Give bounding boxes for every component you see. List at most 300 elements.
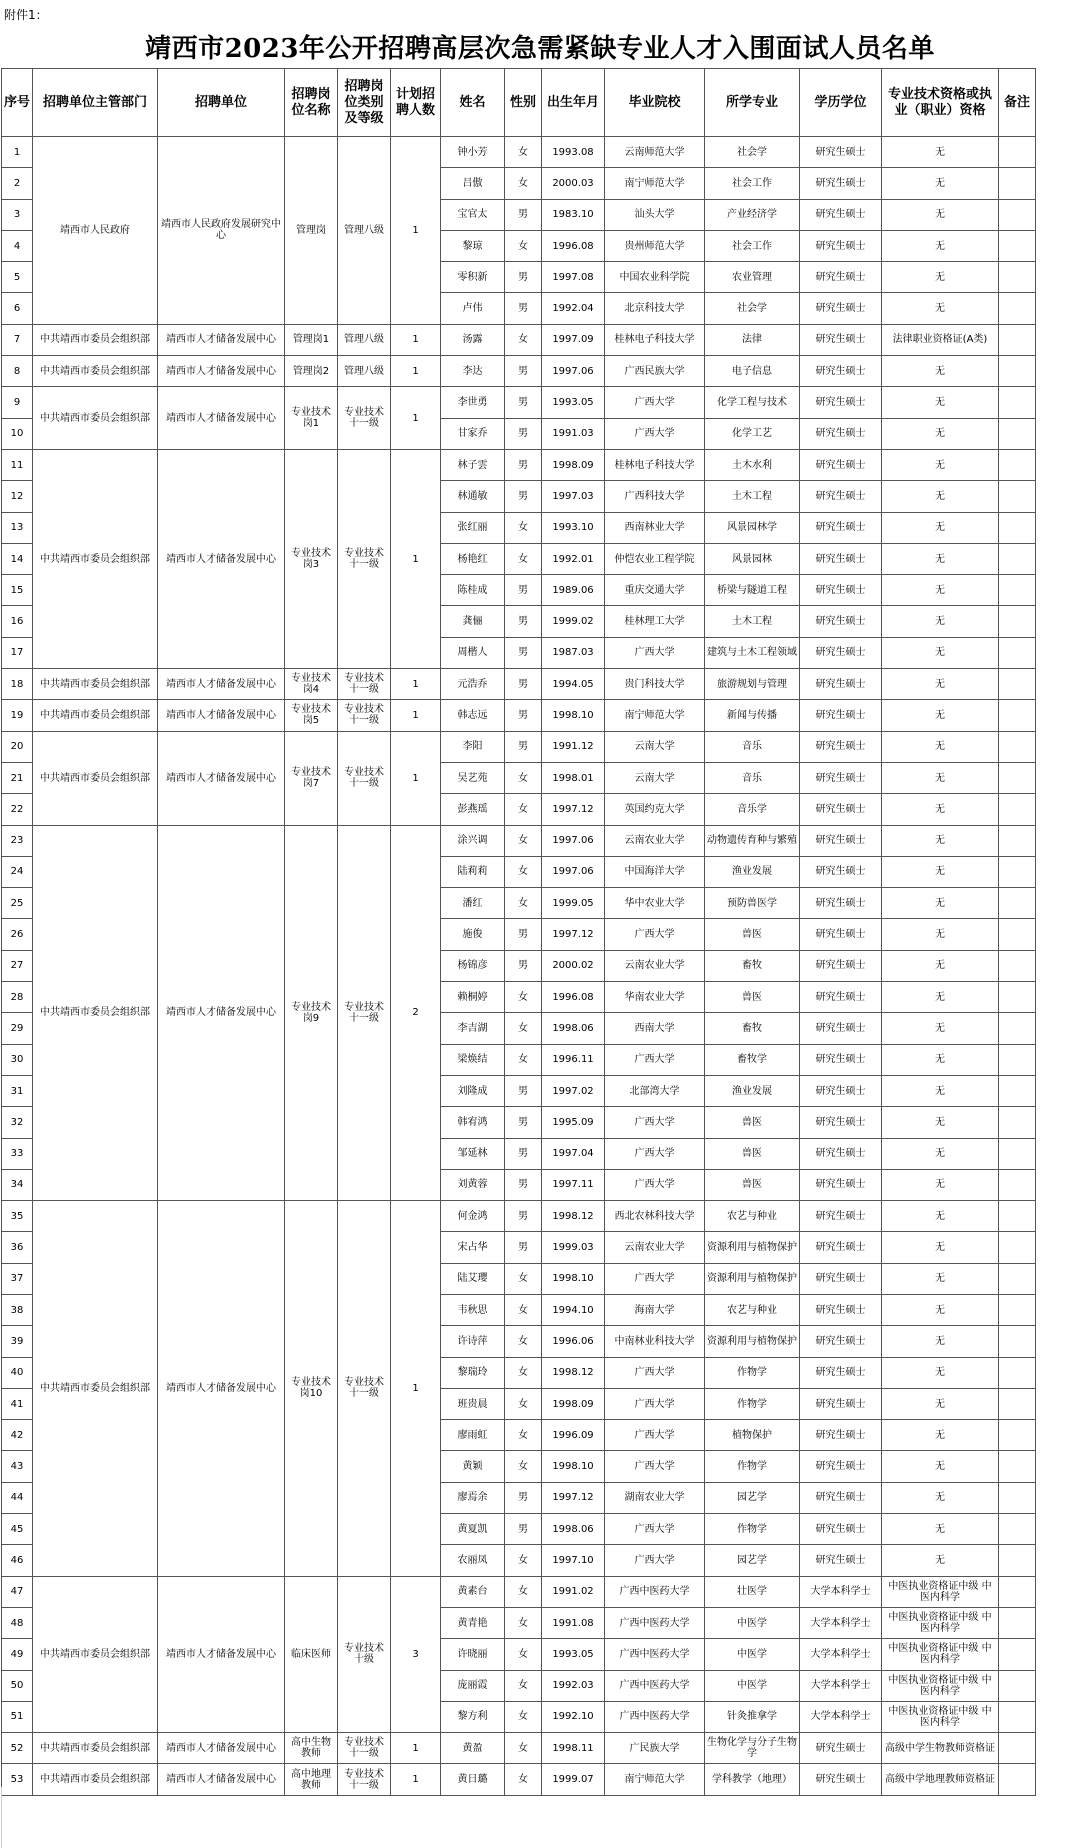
cell-note (999, 1263, 1036, 1294)
cell-qual: 无 (882, 637, 999, 668)
cell-edu: 研究生硕士 (800, 1169, 882, 1200)
cell-school: 广西大学 (605, 1138, 705, 1169)
cell-edu: 研究生硕士 (800, 387, 882, 418)
header-post: 招聘岗位名称 (285, 69, 338, 137)
cell-major: 植物保护 (705, 1420, 800, 1451)
cell-unit: 靖西市人才储备发展中心 (158, 1733, 285, 1764)
cell-level: 专业技术十一级 (338, 1733, 391, 1764)
cell-unit: 靖西市人才储备发展中心 (158, 449, 285, 668)
cell-qual: 中医执业资格证中级 中医内科学 (882, 1607, 999, 1638)
cell-major: 土木工程 (705, 606, 800, 637)
cell-major: 壮医学 (705, 1576, 800, 1607)
cell-note (999, 199, 1036, 230)
cell-name: 卢伟 (441, 293, 505, 324)
cell-note (999, 762, 1036, 793)
cell-qual: 无 (882, 982, 999, 1013)
cell-no: 36 (2, 1232, 33, 1263)
cell-name: 农丽凤 (441, 1545, 505, 1576)
cell-edu: 研究生硕士 (800, 1044, 882, 1075)
cell-note (999, 1576, 1036, 1607)
cell-name: 赖桐婷 (441, 982, 505, 1013)
cell-post: 专业技术岗5 (285, 700, 338, 731)
cell-edu: 研究生硕士 (800, 575, 882, 606)
cell-name: 廖焉余 (441, 1482, 505, 1513)
cell-birth: 1998.10 (542, 1451, 605, 1482)
cell-sex: 女 (505, 794, 542, 825)
cell-qual: 无 (882, 512, 999, 543)
cell-major: 建筑与土木工程领域 (705, 637, 800, 668)
cell-note (999, 418, 1036, 449)
cell-major: 作物学 (705, 1451, 800, 1482)
cell-school: 云南师范大学 (605, 137, 705, 168)
cell-sex: 男 (505, 449, 542, 480)
cell-major: 预防兽医学 (705, 888, 800, 919)
cell-birth: 1999.02 (542, 606, 605, 637)
cell-qual: 无 (882, 1075, 999, 1106)
cell-name: 黄日璐 (441, 1764, 505, 1795)
cell-major: 社会工作 (705, 230, 800, 261)
cell-birth: 1997.11 (542, 1169, 605, 1200)
cell-school: 贵门科技大学 (605, 669, 705, 700)
cell-edu: 研究生硕士 (800, 825, 882, 856)
cell-edu: 研究生硕士 (800, 1107, 882, 1138)
cell-note (999, 1357, 1036, 1388)
cell-major: 资源利用与植物保护 (705, 1232, 800, 1263)
cell-name: 许晓丽 (441, 1639, 505, 1670)
cell-birth: 1999.03 (542, 1232, 605, 1263)
cell-major: 兽医 (705, 1138, 800, 1169)
cell-note (999, 449, 1036, 480)
cell-dept: 中共靖西市委员会组织部 (33, 669, 158, 700)
cell-edu: 研究生硕士 (800, 1733, 882, 1764)
cell-edu: 研究生硕士 (800, 356, 882, 387)
cell-edu: 研究生硕士 (800, 606, 882, 637)
cell-dept: 中共靖西市委员会组织部 (33, 1576, 158, 1732)
attachment-label: 附件1： (4, 8, 48, 22)
cell-note (999, 137, 1036, 168)
cell-name: 元浩乔 (441, 669, 505, 700)
cell-edu: 研究生硕士 (800, 324, 882, 355)
cell-name: 李达 (441, 356, 505, 387)
cell-birth: 1992.01 (542, 543, 605, 574)
cell-edu: 研究生硕士 (800, 1201, 882, 1232)
cell-edu: 研究生硕士 (800, 794, 882, 825)
cell-birth: 1994.05 (542, 669, 605, 700)
header-major: 所学专业 (705, 69, 800, 137)
cell-school: 桂林电子科技大学 (605, 449, 705, 480)
cell-name: 班贵晨 (441, 1388, 505, 1419)
table-row (2, 700, 1036, 731)
cell-birth: 1995.09 (542, 1107, 605, 1138)
cell-post: 临床医师 (285, 1576, 338, 1732)
table-body (2, 137, 1036, 1796)
cell-qual: 无 (882, 1169, 999, 1200)
cell-edu: 研究生硕士 (800, 481, 882, 512)
cell-level: 专业技术十一级 (338, 1764, 391, 1795)
cell-name: 梁焕结 (441, 1044, 505, 1075)
cell-no: 5 (2, 262, 33, 293)
cell-birth: 1998.09 (542, 449, 605, 480)
cell-school: 广西大学 (605, 1545, 705, 1576)
cell-school: 贵州师范大学 (605, 230, 705, 261)
cell-birth: 1991.03 (542, 418, 605, 449)
cell-edu: 研究生硕士 (800, 637, 882, 668)
cell-major: 社会学 (705, 293, 800, 324)
cell-birth: 1997.12 (542, 919, 605, 950)
cell-school: 华中农业大学 (605, 888, 705, 919)
cell-name: 杨艳红 (441, 543, 505, 574)
cell-major: 风景园林学 (705, 512, 800, 543)
cell-no: 51 (2, 1701, 33, 1732)
cell-birth: 2000.03 (542, 168, 605, 199)
cell-unit: 靖西市人才储备发展中心 (158, 700, 285, 731)
cell-qual: 无 (882, 669, 999, 700)
cell-qual: 无 (882, 1388, 999, 1419)
cell-unit: 靖西市人才储备发展中心 (158, 356, 285, 387)
cell-unit: 靖西市人才储备发展中心 (158, 1764, 285, 1795)
cell-sex: 男 (505, 387, 542, 418)
cell-qual: 无 (882, 606, 999, 637)
cell-school: 广西民族大学 (605, 356, 705, 387)
cell-post: 专业技术岗4 (285, 669, 338, 700)
cell-major: 旅游规划与管理 (705, 669, 800, 700)
cell-name: 甘家乔 (441, 418, 505, 449)
cell-sex: 男 (505, 356, 542, 387)
cell-sex: 男 (505, 700, 542, 731)
cell-dept: 中共靖西市委员会组织部 (33, 700, 158, 731)
cell-school: 西南林业大学 (605, 512, 705, 543)
cell-post: 专业技术岗10 (285, 1201, 338, 1577)
cell-sex: 女 (505, 1701, 542, 1732)
cell-sex: 女 (505, 1044, 542, 1075)
cell-school: 广西大学 (605, 919, 705, 950)
cell-no: 8 (2, 356, 33, 387)
cell-school: 云南大学 (605, 731, 705, 762)
cell-edu: 研究生硕士 (800, 1075, 882, 1106)
cell-sex: 女 (505, 1420, 542, 1451)
cell-major: 化学工程与技术 (705, 387, 800, 418)
cell-plan: 1 (391, 324, 441, 355)
cell-no: 22 (2, 794, 33, 825)
cell-post: 专业技术岗9 (285, 825, 338, 1201)
cell-note (999, 1326, 1036, 1357)
cell-no: 42 (2, 1420, 33, 1451)
header-school: 毕业院校 (605, 69, 705, 137)
cell-no: 33 (2, 1138, 33, 1169)
cell-no: 26 (2, 919, 33, 950)
cell-school: 北京科技大学 (605, 293, 705, 324)
header-dept: 招聘单位主管部门 (33, 69, 158, 137)
cell-name: 周楷人 (441, 637, 505, 668)
cell-sex: 女 (505, 1294, 542, 1325)
cell-name: 黄颖 (441, 1451, 505, 1482)
cell-major: 土木水利 (705, 449, 800, 480)
cell-name: 张红丽 (441, 512, 505, 543)
cell-no: 47 (2, 1576, 33, 1607)
cell-plan: 1 (391, 449, 441, 668)
cell-plan: 2 (391, 825, 441, 1201)
cell-edu: 研究生硕士 (800, 1514, 882, 1545)
cell-qual: 无 (882, 168, 999, 199)
cell-qual: 无 (882, 1201, 999, 1232)
cell-major: 兽医 (705, 982, 800, 1013)
cell-no: 32 (2, 1107, 33, 1138)
cell-note (999, 168, 1036, 199)
cell-no: 16 (2, 606, 33, 637)
cell-name: 陆莉莉 (441, 856, 505, 887)
cell-name: 黎方利 (441, 1701, 505, 1732)
cell-dept: 中共靖西市委员会组织部 (33, 387, 158, 450)
cell-level: 专业技术十一级 (338, 449, 391, 668)
cell-plan: 1 (391, 669, 441, 700)
cell-sex: 女 (505, 543, 542, 574)
cell-qual: 高级中学生物教师资格证 (882, 1733, 999, 1764)
cell-name: 刘黄蓉 (441, 1169, 505, 1200)
cell-sex: 男 (505, 481, 542, 512)
cell-note (999, 950, 1036, 981)
cell-unit: 靖西市人才储备发展中心 (158, 825, 285, 1201)
table-row (2, 137, 1036, 168)
cell-name: 邹延林 (441, 1138, 505, 1169)
cell-birth: 1997.09 (542, 324, 605, 355)
cell-name: 潘红 (441, 888, 505, 919)
cell-edu: 研究生硕士 (800, 293, 882, 324)
cell-sex: 男 (505, 637, 542, 668)
cell-edu: 研究生硕士 (800, 1138, 882, 1169)
cell-sex: 女 (505, 856, 542, 887)
cell-name: 彭燕瑶 (441, 794, 505, 825)
cell-qual: 无 (882, 387, 999, 418)
cell-qual: 无 (882, 1357, 999, 1388)
cell-note (999, 356, 1036, 387)
cell-plan: 1 (391, 1733, 441, 1764)
cell-qual: 无 (882, 1263, 999, 1294)
cell-major: 社会工作 (705, 168, 800, 199)
cell-name: 李吉湖 (441, 1013, 505, 1044)
cell-birth: 1987.03 (542, 637, 605, 668)
cell-birth: 1998.12 (542, 1357, 605, 1388)
cell-qual: 无 (882, 199, 999, 230)
cell-qual: 无 (882, 137, 999, 168)
cell-major: 农艺与种业 (705, 1294, 800, 1325)
cell-qual: 无 (882, 543, 999, 574)
cell-school: 广西大学 (605, 1451, 705, 1482)
cell-birth: 1996.11 (542, 1044, 605, 1075)
cell-birth: 1997.12 (542, 794, 605, 825)
cell-level: 专业技术十级 (338, 1576, 391, 1732)
cell-name: 黄素台 (441, 1576, 505, 1607)
header-sex: 性别 (505, 69, 542, 137)
cell-edu: 研究生硕士 (800, 418, 882, 449)
cell-birth: 1997.03 (542, 481, 605, 512)
cell-note (999, 262, 1036, 293)
cell-school: 中国农业科学院 (605, 262, 705, 293)
cell-qual: 无 (882, 356, 999, 387)
header-level: 招聘岗位类别及等级 (338, 69, 391, 137)
cell-major: 农艺与种业 (705, 1201, 800, 1232)
cell-no: 39 (2, 1326, 33, 1357)
cell-note (999, 230, 1036, 261)
cell-birth: 1991.12 (542, 731, 605, 762)
cell-name: 施俊 (441, 919, 505, 950)
cell-note (999, 1607, 1036, 1638)
cell-sex: 女 (505, 137, 542, 168)
cell-sex: 女 (505, 1576, 542, 1607)
cell-note (999, 856, 1036, 887)
cell-qual: 中医执业资格证中级 中医内科学 (882, 1701, 999, 1732)
cell-school: 广西大学 (605, 418, 705, 449)
cell-birth: 1992.03 (542, 1670, 605, 1701)
cell-major: 针灸推拿学 (705, 1701, 800, 1732)
cell-qual: 无 (882, 1294, 999, 1325)
cell-school: 广西大学 (605, 1107, 705, 1138)
header-birth: 出生年月 (542, 69, 605, 137)
cell-dept: 中共靖西市委员会组织部 (33, 1733, 158, 1764)
cell-sex: 女 (505, 1326, 542, 1357)
cell-no: 1 (2, 137, 33, 168)
cell-name: 涂兴调 (441, 825, 505, 856)
cell-school: 云南农业大学 (605, 825, 705, 856)
cell-edu: 研究生硕士 (800, 543, 882, 574)
cell-qual: 无 (882, 1013, 999, 1044)
cell-name: 陆艾璎 (441, 1263, 505, 1294)
cell-name: 何金鸿 (441, 1201, 505, 1232)
cell-no: 43 (2, 1451, 33, 1482)
cell-no: 17 (2, 637, 33, 668)
cell-level: 管理八级 (338, 324, 391, 355)
cell-name: 钟小芳 (441, 137, 505, 168)
cell-sex: 男 (505, 1107, 542, 1138)
cell-major: 学科教学（地理） (705, 1764, 800, 1795)
cell-no: 40 (2, 1357, 33, 1388)
cell-name: 陈桂成 (441, 575, 505, 606)
cell-sex: 女 (505, 1607, 542, 1638)
cell-major: 风景园林 (705, 543, 800, 574)
cell-sex: 女 (505, 1451, 542, 1482)
header-row (2, 69, 1036, 137)
cell-note (999, 543, 1036, 574)
cell-no: 23 (2, 825, 33, 856)
table-row (2, 1576, 1036, 1607)
cell-sex: 女 (505, 1733, 542, 1764)
cell-sex: 女 (505, 825, 542, 856)
cell-note (999, 387, 1036, 418)
cell-edu: 研究生硕士 (800, 1482, 882, 1513)
cell-school: 广民族大学 (605, 1733, 705, 1764)
cell-birth: 2000.02 (542, 950, 605, 981)
cell-qual: 无 (882, 762, 999, 793)
cell-qual: 中医执业资格证中级 中医内科学 (882, 1639, 999, 1670)
cell-edu: 研究生硕士 (800, 512, 882, 543)
cell-major: 化学工艺 (705, 418, 800, 449)
cell-major: 音乐学 (705, 794, 800, 825)
cell-edu: 研究生硕士 (800, 762, 882, 793)
cell-major: 渔业发展 (705, 856, 800, 887)
cell-school: 南宁师范大学 (605, 700, 705, 731)
cell-major: 土木工程 (705, 481, 800, 512)
cell-major: 新闻与传播 (705, 700, 800, 731)
cell-qual: 无 (882, 293, 999, 324)
cell-level: 专业技术十一级 (338, 387, 391, 450)
cell-note (999, 1514, 1036, 1545)
cell-note (999, 1670, 1036, 1701)
cell-birth: 1996.08 (542, 230, 605, 261)
cell-major: 桥梁与隧道工程 (705, 575, 800, 606)
cell-edu: 研究生硕士 (800, 1357, 882, 1388)
cell-sex: 女 (505, 1013, 542, 1044)
cell-note (999, 606, 1036, 637)
header-edu: 学历学位 (800, 69, 882, 137)
cell-edu: 大学本科学士 (800, 1607, 882, 1638)
cell-post: 专业技术岗3 (285, 449, 338, 668)
cell-dept: 靖西市人民政府 (33, 137, 158, 325)
cell-qual: 无 (882, 449, 999, 480)
table-row (2, 825, 1036, 856)
cell-name: 李世勇 (441, 387, 505, 418)
cell-qual: 无 (882, 888, 999, 919)
cell-note (999, 731, 1036, 762)
cell-qual: 无 (882, 230, 999, 261)
cell-name: 宋占华 (441, 1232, 505, 1263)
cell-no: 18 (2, 669, 33, 700)
cell-school: 云南农业大学 (605, 1232, 705, 1263)
cell-note (999, 512, 1036, 543)
cell-major: 园艺学 (705, 1482, 800, 1513)
cell-no: 19 (2, 700, 33, 731)
cell-birth: 1993.05 (542, 387, 605, 418)
cell-school: 仲恺农业工程学院 (605, 543, 705, 574)
cell-major: 农业管理 (705, 262, 800, 293)
cell-plan: 1 (391, 731, 441, 825)
cell-note (999, 1482, 1036, 1513)
cell-sex: 女 (505, 1670, 542, 1701)
cell-sex: 男 (505, 669, 542, 700)
cell-name: 林子雲 (441, 449, 505, 480)
cell-no: 6 (2, 293, 33, 324)
cell-school: 广西大学 (605, 1263, 705, 1294)
cell-no: 37 (2, 1263, 33, 1294)
cell-sex: 女 (505, 230, 542, 261)
cell-no: 27 (2, 950, 33, 981)
cell-unit: 靖西市人才储备发展中心 (158, 669, 285, 700)
cell-birth: 1999.07 (542, 1764, 605, 1795)
cell-sex: 女 (505, 982, 542, 1013)
cell-edu: 研究生硕士 (800, 950, 882, 981)
cell-edu: 研究生硕士 (800, 856, 882, 887)
cell-birth: 1983.10 (542, 199, 605, 230)
cell-name: 李阳 (441, 731, 505, 762)
cell-name: 廖雨虹 (441, 1420, 505, 1451)
cell-sex: 女 (505, 1388, 542, 1419)
table-row (2, 387, 1036, 418)
table-row (2, 324, 1036, 355)
cell-sex: 女 (505, 1639, 542, 1670)
candidate-table (1, 68, 1036, 1796)
cell-no: 41 (2, 1388, 33, 1419)
cell-major: 兽医 (705, 1107, 800, 1138)
cell-sex: 男 (505, 1075, 542, 1106)
cell-note (999, 1044, 1036, 1075)
cell-name: 刘隆成 (441, 1075, 505, 1106)
cell-note (999, 1388, 1036, 1419)
cell-birth: 1997.10 (542, 1545, 605, 1576)
empty-sheet-area (1, 1787, 1036, 1848)
cell-edu: 研究生硕士 (800, 669, 882, 700)
cell-birth: 1997.06 (542, 825, 605, 856)
cell-qual: 无 (882, 1044, 999, 1075)
cell-major: 动物遗传育种与繁殖 (705, 825, 800, 856)
header-qual: 专业技术资格或执业（职业）资格 (882, 69, 999, 137)
